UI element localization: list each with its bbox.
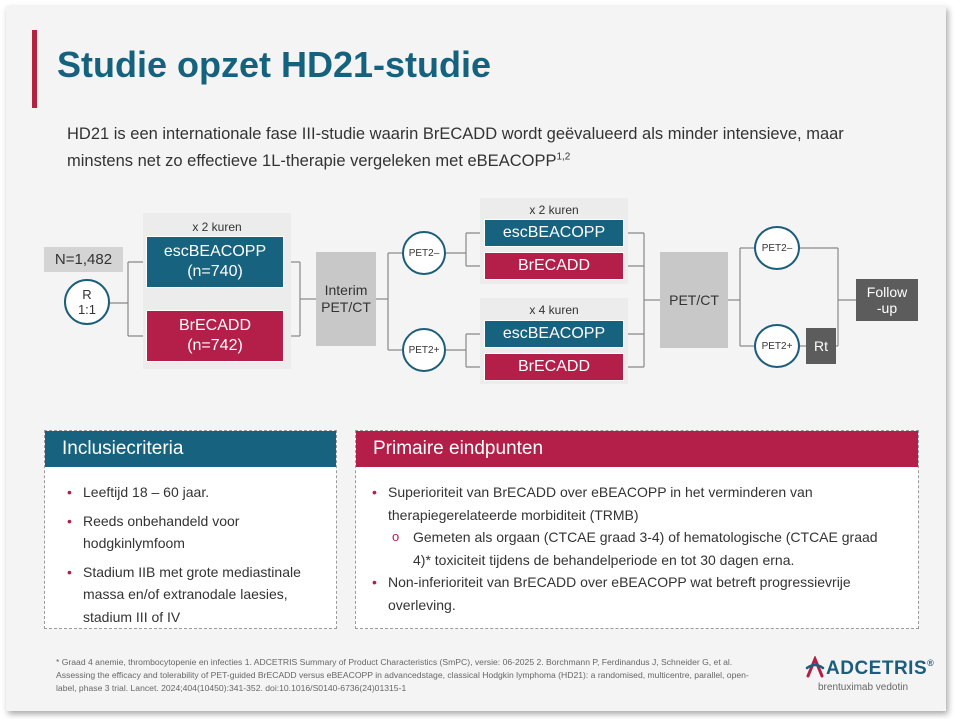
initial-arm-a-name: escBEACOPP [163,243,267,260]
logo-reg: ® [927,658,935,668]
primary-endpoints-list [356,467,918,616]
list-item: • Superioriteit van BrECADD over eBEACOPP in het verminderen van therapiegerelateerde morbiditeit (TRMB) [368,481,894,526]
pet2-negative-circle: PET2– [402,231,446,275]
initial-arm-brecadd [146,310,284,362]
adcetris-logo [804,656,935,696]
interim-petct-box [316,252,376,346]
list-item: • Stadium IIB met grote mediastinale massa en/of extranodale laesies, stadium III of IV [63,561,324,629]
final-pet2-positive-circle: PET2+ [754,324,800,368]
list-item-sub: o Gemeten als orgaan (CTCAE graad 3-4) of hematologische (CTCAE graad 4)* toxiciteit tijdens de behandelperiode en tot 30 dagen erna. [368,526,894,571]
primary-endpoints-title: Primaire eindpunten [356,431,918,467]
interim-label-1: Interim [324,282,368,298]
initial-arm-escbeacopp [146,236,284,288]
initial-arm-a-n: (n=740) [187,263,243,280]
inclusion-criteria-title: Inclusiecriteria [45,431,336,467]
neg-arm-brecadd: BrECADD [484,252,624,280]
randomization-r: R [82,287,92,302]
radiotherapy-box: Rt [806,328,836,364]
pos-arm-brecadd: BrECADD [484,353,624,381]
follow-up-box [856,279,918,321]
inclusion-criteria-list [45,467,336,628]
final-petct-box: PET/CT [660,252,728,348]
initial-arm-b-name: BrECADD [178,317,251,334]
randomization-circle [64,279,110,325]
neg-group-title: x 2 kuren [529,202,579,217]
follow-up-label-2: -up [876,300,898,316]
footnote-references: * Graad 4 anemie, thrombocytopenie en infecties 1. ADCETRIS Summary of Product Characteristics (SmPC), versie: 06-2025 2. Borchmann P, Ferdinandus J, Schneider G, et al. Assessing the efficacy and tolerability of PET-guided BrECADD versus eBEACOPP in advancedstage, classical Hodgkin lymphoma (HD21): a randomised, multicentre, parallel, open-label, phase 3 trial. Lancet. 2024;404(10450):341-352. doi:10.1016/S0140-6736(24)01315-1 [56,657,749,693]
follow-up-label-1: Follow [866,284,908,300]
pet2-positive-circle: PET2+ [402,328,446,372]
primary-endpoints-card [355,430,919,629]
initial-group-title: x 2 kuren [192,219,242,234]
logo-name [826,658,934,680]
pos-arm-escbeacopp: escBEACOPP [484,320,624,348]
list-item: • Reeds onbehandeld voor hodgkinlymfoom [63,510,324,555]
randomization-ratio: 1:1 [77,302,97,317]
list-item: • Leeftijd 18 – 60 jaar. [63,481,324,504]
final-pet2-negative-circle: PET2– [754,226,800,270]
intro-body: HD21 is een internationale fase III-studie waarin BrECADD wordt geëvalueerd als minder intensieve, maar minstens net zo effectieve 1L-therapie vergeleken met eBEACOPP [67,125,844,170]
sample-size-label: N=1,482 [44,247,123,272]
logo-mark-icon [804,656,826,680]
list-item: • Non-inferioriteit van BrECADD over eBEACOPP wat betreft progressievrije overleving. [368,571,894,616]
initial-arm-b-n: (n=742) [187,337,243,354]
logo-name-text: ADCETRIS [826,658,928,679]
interim-label-2: PET/CT [321,299,371,315]
logo-subtitle: brentuximab vedotin [818,682,909,693]
intro-refs: 1,2 [556,151,571,163]
neg-arm-escbeacopp: escBEACOPP [484,219,624,247]
page-title: Studie opzet HD21-studie [57,44,492,85]
inclusion-criteria-card [44,430,337,629]
pos-group-title: x 4 kuren [529,302,579,317]
